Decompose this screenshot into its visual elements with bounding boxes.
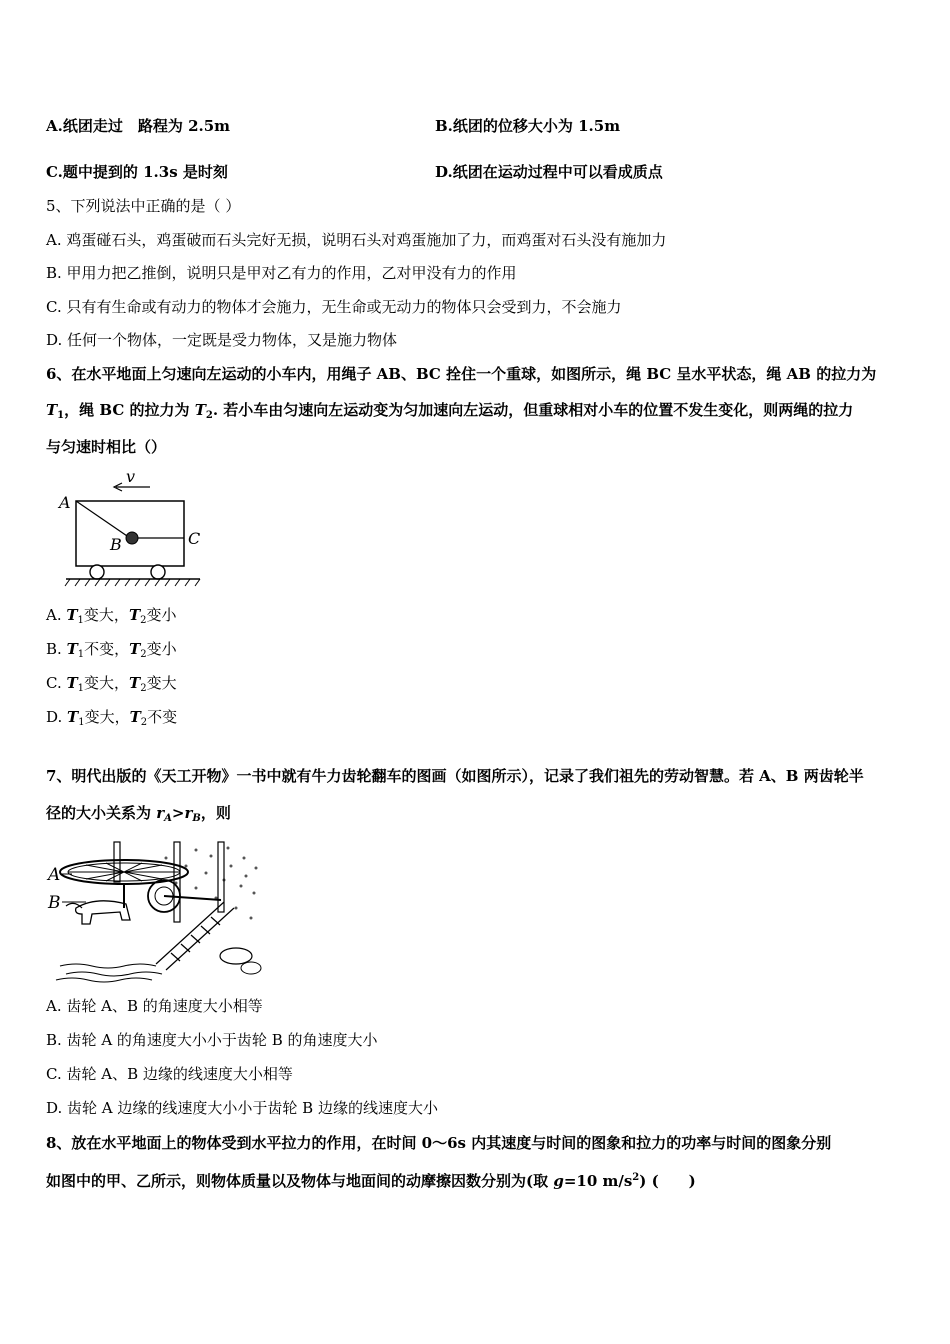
q8-stem-line2: 如图中的甲、乙所示，则物体质量以及物体与地面间的动摩擦因数分别为(取 g=10 $m/s^2$) ( ) bbox=[46, 1172, 696, 1190]
rope-ab bbox=[76, 501, 130, 538]
q4-option-b: B.纸团的位移大小为 1.5m bbox=[435, 117, 621, 135]
velocity-label: v bbox=[126, 468, 136, 486]
q4-option-d: D.纸团在运动过程中可以看成质点 bbox=[435, 163, 663, 181]
q5-option-b: B. 甲用力把乙推倒，说明只是甲对乙有力的作用，乙对甲没有力的作用 bbox=[46, 264, 517, 282]
q7-option-b: B. 齿轮 A 的角速度大小小于齿轮 B 的角速度大小 bbox=[46, 1031, 378, 1049]
q5-option-a: A. 鸡蛋碰石头，鸡蛋破而石头完好无损，说明石头对鸡蛋施加了力，而鸡蛋对石头没有施加力 bbox=[46, 231, 667, 249]
q8-stem-line1: 8、放在水平地面上的物体受到水平拉力的作用，在时间 0～6s 内其速度与时间的图象和拉力的功率与时间的图象分别 bbox=[46, 1134, 832, 1152]
point-b-label: B bbox=[110, 535, 122, 554]
q7-option-c: C. 齿轮 A、B 边缘的线速度大小相等 bbox=[46, 1065, 293, 1083]
q6-option-c: C. $T_1$变大，$T_2$变大 bbox=[46, 674, 177, 694]
q7-stem-line1: 7、明代出版的《天工开物》一书中就有牛力齿轮翻车的图画（如图所示），记录了我们祖先的劳动智慧。若 A、B 两齿轮半 bbox=[46, 767, 864, 785]
q6-stem-line1: 6、在水平地面上匀速向左运动的小车内，用绳子 AB、BC 拴住一个重球，如图所示，绳 BC 呈水平状态，绳 AB 的拉力为 bbox=[46, 365, 877, 383]
wheel-right bbox=[151, 565, 165, 579]
q6-option-a: A. $T_1$变大，$T_2$变小 bbox=[46, 606, 177, 626]
q5-option-c: C. 只有有生命或有动力的物体才会施力，无生命或无动力的物体只会受到力，不会施力 bbox=[46, 298, 622, 316]
q7-option-a: A. 齿轮 A、B 的角速度大小相等 bbox=[46, 997, 263, 1015]
q7-option-d: D. 齿轮 A 边缘的线速度大小小于齿轮 B 边缘的线速度大小 bbox=[46, 1099, 438, 1117]
q7-stem-line2: 径的大小关系为 $r_A>r_B$，则 bbox=[46, 804, 231, 824]
point-c-label: C bbox=[188, 529, 201, 548]
gear-b-label: B bbox=[48, 893, 61, 913]
q6-option-d: D. $T_1$变大，$T_2$不变 bbox=[46, 708, 178, 728]
q5-option-d: D. 任何一个物体，一定既是受力物体，又是施力物体 bbox=[46, 331, 398, 349]
q4-option-a: A.纸团走过 路程为 2.5m bbox=[46, 117, 231, 135]
gear-a-label: A bbox=[48, 865, 61, 885]
wheel-left bbox=[90, 565, 104, 579]
q6-stem-line3: 与匀速时相比（） bbox=[46, 438, 167, 456]
q4-option-c: C.题中提到的 1.3s 是时刻 bbox=[46, 163, 228, 181]
q6-option-b: B. $T_1$不变，$T_2$变小 bbox=[46, 640, 177, 660]
cart-figure bbox=[54, 468, 204, 588]
point-a-label: A bbox=[59, 493, 71, 512]
ball bbox=[126, 532, 138, 544]
q5-stem: 5、下列说法中正确的是（ ） bbox=[46, 197, 241, 215]
q6-stem-line2: $T_1$，绳 BC 的拉力为 $T_2$. 若小车由匀速向左运动变为匀加速向左运动，但重球相对小车的位置不发生变化，则两绳的拉力 bbox=[46, 401, 854, 421]
gear-waterwheel-figure bbox=[46, 838, 264, 984]
